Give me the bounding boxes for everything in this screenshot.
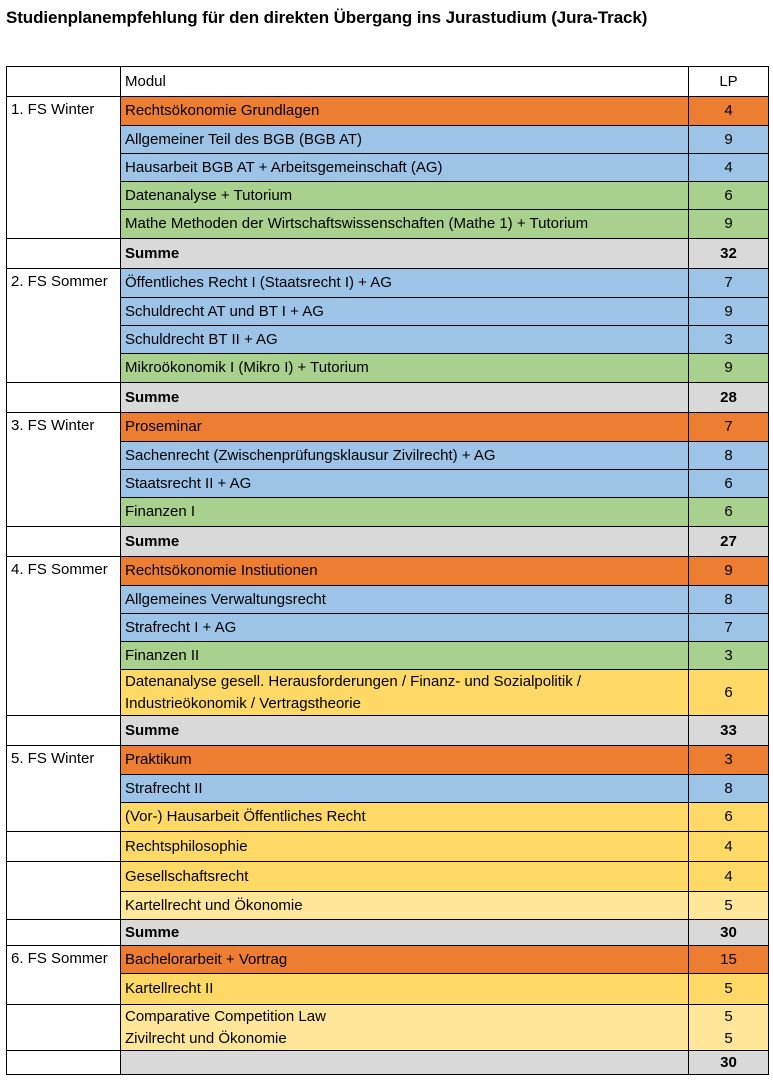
table-header-row bbox=[7, 67, 769, 97]
module-name: (Vor-) Hausarbeit Öffentliches Recht bbox=[121, 803, 689, 832]
module-lp: 4 bbox=[689, 832, 769, 862]
module-name: Gesellschaftsrecht bbox=[121, 862, 689, 892]
semester-label: 2. FS Sommer bbox=[7, 269, 121, 383]
module-lp: 7 bbox=[689, 269, 769, 298]
module-name: Allgemeines Verwaltungsrecht bbox=[121, 586, 689, 614]
module-name: Bachelorarbeit + Vortrag bbox=[121, 946, 689, 974]
module-lp: 3 bbox=[689, 326, 769, 354]
sum-row bbox=[7, 383, 769, 413]
module-lp: 8 bbox=[689, 586, 769, 614]
sum-spacer bbox=[7, 920, 121, 946]
sum-spacer bbox=[7, 383, 121, 413]
semester-label: 6. FS Sommer bbox=[7, 946, 121, 1005]
module-lp: 8 bbox=[689, 775, 769, 803]
module-lp: 6 bbox=[689, 670, 769, 716]
module-name: Rechtsökonomie Grundlagen bbox=[121, 97, 689, 126]
table-row bbox=[7, 803, 769, 832]
table-row bbox=[7, 746, 769, 775]
module-lp: 4 bbox=[689, 97, 769, 126]
sum-value: 27 bbox=[689, 527, 769, 557]
sum-spacer bbox=[7, 716, 121, 746]
module-lp: 3 bbox=[689, 746, 769, 775]
module-lp: 8 bbox=[689, 442, 769, 470]
module-name: Schuldrecht BT II + AG bbox=[121, 326, 689, 354]
sum-row bbox=[7, 527, 769, 557]
module-name-line: Industrieökonomik / Vertragstheorie bbox=[125, 694, 361, 712]
module-lp: 9 bbox=[689, 354, 769, 383]
header-module: Modul bbox=[121, 67, 689, 97]
sum-label: Summe bbox=[121, 527, 689, 557]
module-lp: 9 bbox=[689, 210, 769, 239]
sum-value: 33 bbox=[689, 716, 769, 746]
module-name: Allgemeiner Teil des BGB (BGB AT) bbox=[121, 126, 689, 154]
semester-spacer bbox=[7, 862, 121, 920]
module-lp: 5 bbox=[689, 892, 769, 920]
header-lp: LP bbox=[689, 67, 769, 97]
module-name: Schuldrecht AT und BT I + AG bbox=[121, 298, 689, 326]
module-name-line: Datenanalyse gesell. Herausforderungen / Finanz- und Sozialpolitik / bbox=[125, 672, 582, 690]
module-lp-line: 5 bbox=[724, 1007, 733, 1025]
module-name: Kartellrecht II bbox=[121, 974, 689, 1005]
module-lp: 9 bbox=[689, 298, 769, 326]
sum-spacer bbox=[7, 527, 121, 557]
page-title: Studienplanempfehlung für den direkten Übergang ins Jurastudium (Jura-Track) bbox=[6, 8, 648, 27]
module-lp: 9 bbox=[689, 126, 769, 154]
sum-row bbox=[7, 239, 769, 269]
module-lp: 7 bbox=[689, 614, 769, 642]
semester-label: 4. FS Sommer bbox=[7, 557, 121, 716]
table-row bbox=[7, 892, 769, 920]
table-row bbox=[7, 326, 769, 354]
module-lp: 6 bbox=[689, 182, 769, 210]
module-lp: 15 bbox=[689, 946, 769, 974]
table-row bbox=[7, 182, 769, 210]
module-name: Finanzen II bbox=[121, 642, 689, 670]
module-lp: 6 bbox=[689, 498, 769, 527]
module-lp bbox=[689, 1005, 769, 1051]
table-row bbox=[7, 442, 769, 470]
module-lp: 4 bbox=[689, 862, 769, 892]
module-lp: 5 bbox=[689, 974, 769, 1005]
table-row bbox=[7, 354, 769, 383]
sum-row bbox=[7, 920, 769, 946]
module-name: Staatsrecht II + AG bbox=[121, 470, 689, 498]
table-row bbox=[7, 974, 769, 1005]
sum-row bbox=[7, 1051, 769, 1075]
table-row bbox=[7, 97, 769, 126]
table-row bbox=[7, 470, 769, 498]
module-lp-line: 5 bbox=[724, 1029, 733, 1047]
sum-row bbox=[7, 716, 769, 746]
module-lp: 4 bbox=[689, 154, 769, 182]
table-row bbox=[7, 670, 769, 716]
table-row bbox=[7, 614, 769, 642]
semester-spacer bbox=[7, 832, 121, 862]
sum-label: Summe bbox=[121, 920, 689, 946]
sum-label: Summe bbox=[121, 383, 689, 413]
sum-value: 28 bbox=[689, 383, 769, 413]
module-name: Praktikum bbox=[121, 746, 689, 775]
module-name: Finanzen I bbox=[121, 498, 689, 527]
module-name: Strafrecht II bbox=[121, 775, 689, 803]
module-name: Rechtsökonomie Instiutionen bbox=[121, 557, 689, 586]
semester-label: 3. FS Winter bbox=[7, 413, 121, 527]
table-row bbox=[7, 557, 769, 586]
sum-spacer bbox=[7, 1051, 121, 1075]
module-name: Strafrecht I + AG bbox=[121, 614, 689, 642]
table-row bbox=[7, 1005, 769, 1051]
module-name: Rechtsphilosophie bbox=[121, 832, 689, 862]
table-row bbox=[7, 832, 769, 862]
table-row bbox=[7, 946, 769, 974]
semester-spacer bbox=[7, 1005, 121, 1051]
header-semester bbox=[7, 67, 121, 97]
sum-spacer bbox=[7, 239, 121, 269]
module-name: Mathe Methoden der Wirtschaftswissenschaften (Mathe 1) + Tutorium bbox=[121, 210, 689, 239]
module-name bbox=[121, 670, 689, 716]
study-plan-table bbox=[6, 66, 769, 1075]
module-name bbox=[121, 1005, 689, 1051]
module-name: Sachenrecht (Zwischenprüfungsklausur Zivilrecht) + AG bbox=[121, 442, 689, 470]
table-row bbox=[7, 298, 769, 326]
table-row bbox=[7, 498, 769, 527]
table-row bbox=[7, 126, 769, 154]
sum-value: 32 bbox=[689, 239, 769, 269]
module-name: Datenanalyse + Tutorium bbox=[121, 182, 689, 210]
module-lp: 6 bbox=[689, 470, 769, 498]
module-name: Proseminar bbox=[121, 413, 689, 442]
module-name-line: Zivilrecht und Ökonomie bbox=[125, 1029, 287, 1047]
module-name: Kartellrecht und Ökonomie bbox=[121, 892, 689, 920]
module-name: Hausarbeit BGB AT + Arbeitsgemeinschaft (AG) bbox=[121, 154, 689, 182]
table-row bbox=[7, 210, 769, 239]
semester-label: 5. FS Winter bbox=[7, 746, 121, 832]
module-lp: 6 bbox=[689, 803, 769, 832]
table-row bbox=[7, 413, 769, 442]
sum-value: 30 bbox=[689, 1051, 769, 1075]
table-row bbox=[7, 154, 769, 182]
module-name-line: Comparative Competition Law bbox=[125, 1007, 326, 1025]
sum-label: Summe bbox=[121, 239, 689, 269]
module-name: Öffentliches Recht I (Staatsrecht I) + AG bbox=[121, 269, 689, 298]
sum-value: 30 bbox=[689, 920, 769, 946]
table-row bbox=[7, 269, 769, 298]
table-row bbox=[7, 862, 769, 892]
module-lp: 7 bbox=[689, 413, 769, 442]
semester-label: 1. FS Winter bbox=[7, 97, 121, 239]
module-lp: 3 bbox=[689, 642, 769, 670]
table-row bbox=[7, 775, 769, 803]
table-row bbox=[7, 642, 769, 670]
module-name: Mikroökonomik I (Mikro I) + Tutorium bbox=[121, 354, 689, 383]
table-row bbox=[7, 586, 769, 614]
sum-label bbox=[121, 1051, 689, 1075]
sum-label: Summe bbox=[121, 716, 689, 746]
module-lp: 9 bbox=[689, 557, 769, 586]
